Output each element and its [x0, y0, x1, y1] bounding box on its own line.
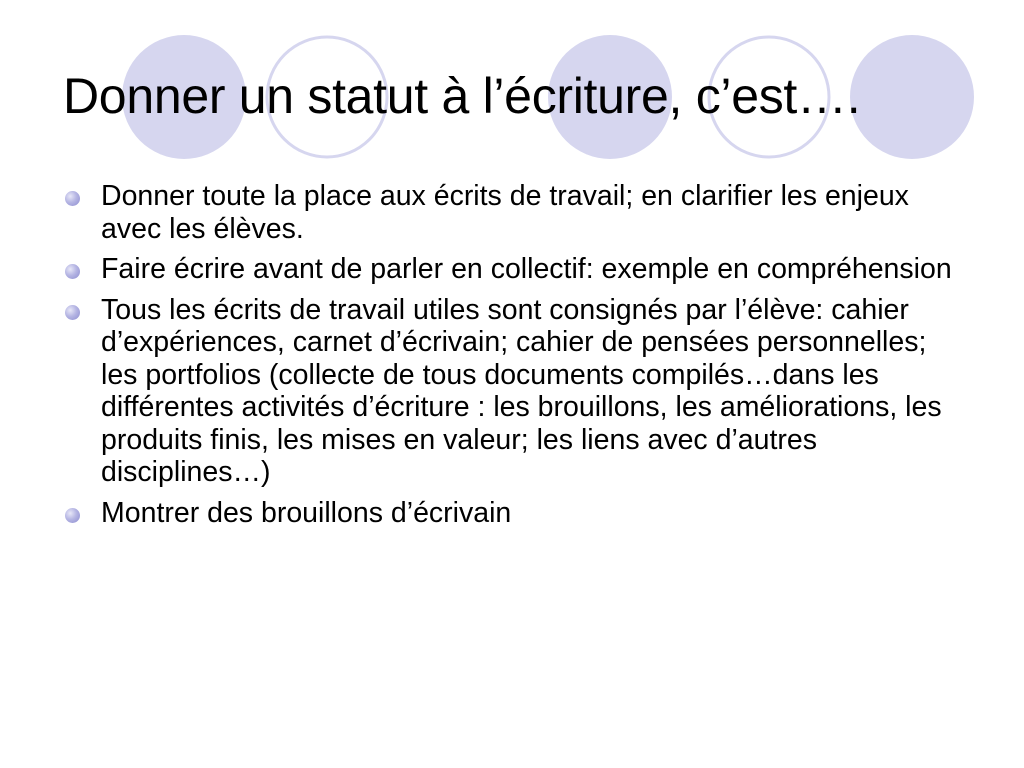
- bullet-item: [64, 253, 964, 286]
- bullet-list: [64, 180, 964, 537]
- slide-title: Donner un statut à l’écriture, c’est….: [63, 68, 861, 124]
- bullet-item: [64, 180, 964, 245]
- circle-bullet-icon: [65, 508, 80, 523]
- filled-circle-3: [850, 35, 974, 159]
- bullet-text: Donner toute la place aux écrits de travail; en clarifier les enjeux avec les élèves.: [101, 180, 909, 245]
- circle-bullet-icon: [65, 264, 80, 279]
- bullet-item: [64, 497, 964, 530]
- bullet-text: Faire écrire avant de parler en collectif: exemple en compréhension: [101, 253, 952, 285]
- circle-bullet-icon: [65, 191, 80, 206]
- bullet-text: Tous les écrits de travail utiles sont consignés par l’élève: cahier d’expériences, carnet d’écrivain; cahier de pensées personnelles; les portfolios (collecte de tous documents compilés…dans les différentes activités d’écriture : les brouillons, les améliorations, les produits finis, les mises en valeur; les liens avec d’autres disciplines…): [101, 293, 942, 488]
- bullet-item: [64, 294, 964, 489]
- bullet-text: Montrer des brouillons d’écrivain: [101, 496, 512, 529]
- circle-bullet-icon: [65, 305, 80, 320]
